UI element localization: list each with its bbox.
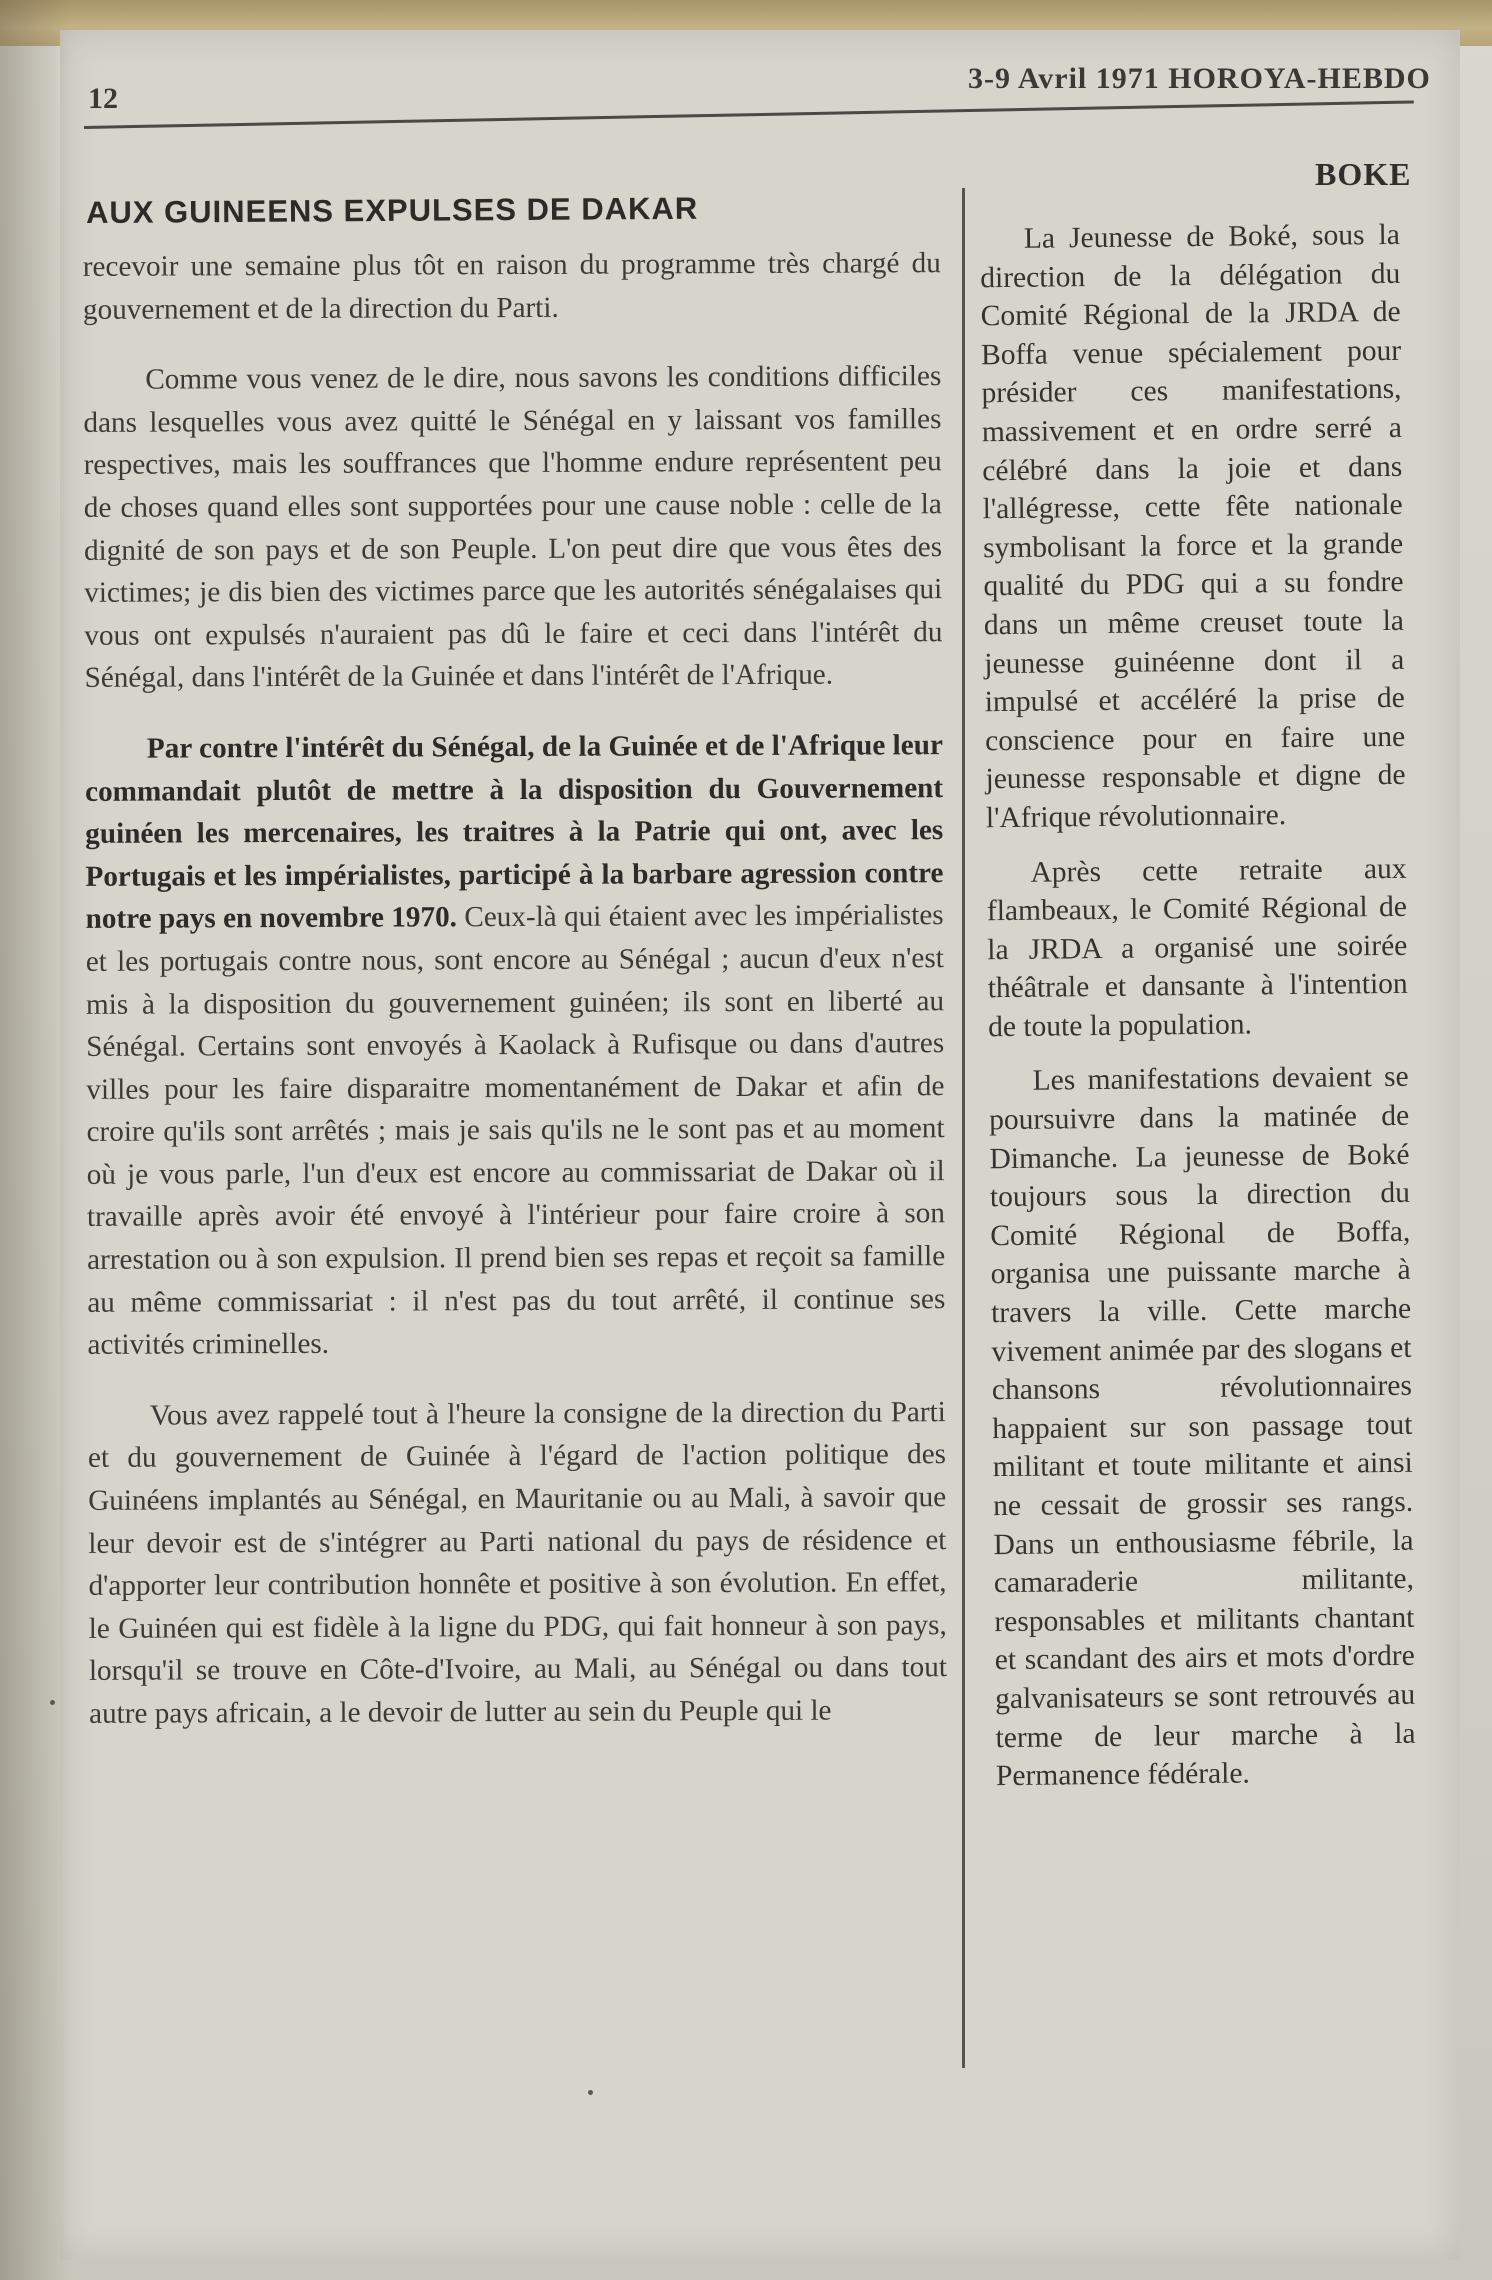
ink-speck [50, 1700, 55, 1705]
boke-paragraph: Les manifestations devaient se poursuivre dans la matinée de Dimanche. La jeunesse de Boké toujours sous la direction du Comité Régional de Boffa, organisa une puissante marche à travers la ville. Cette marche vivement animée par des slogans et chansons révolutionnaires happaient sur son passage tout militant et toute militante et ainsi ne cessait de grossir ses rangs. Dans un enthousiasme fébrile, la camaraderie militante, responsables et militants chantant et scandant des airs et mots d'ordre galvanisateurs se sont retrouvés au terme de leur marche à la Permanence fédérale. [988, 1061, 1416, 1793]
ink-speck [588, 2090, 593, 2095]
boke-paragraph: Après cette retraite aux flambeaux, le Comité Régional de la JRDA a organisé une soirée théâtrale et dansante à l'intention de toute la population. [986, 852, 1408, 1044]
column-divider [962, 188, 965, 2068]
article-paragraph-mixed [85, 724, 946, 1367]
page-number: 12 [88, 82, 118, 115]
article-headline: AUX GUINEENS EXPULSES DE DAKAR [85, 190, 699, 231]
article-passage: Ceux-là qui étaient avec les impérialistes et les portugais contre nous, sont encore au Sénégal ; aucun d'eux n'est mis à la disposition du gouvernement guinéen; ils sont en liberté au Sénégal. Certains sont envoyés à Kaolack à Rufisque ou dans d'autres villes pour les faire disparaitre momentanément de Dakar et afin de croire qu'ils sont arrêtés ; mais je sais qu'ils ne le sont pas et au moment où je vous parle, l'un d'eux est encore au commissariat de Dakar où il travaille après avoir été envoyé à l'intérieur pour faire croire à son arrestation ou à son expulsion. Il prend bien ses repas et reçoit sa famille au même commissariat : il n'est pas du tout arrêté, il continue ses activités criminelles. [85, 899, 946, 1362]
section-title-boke: BOKE [1315, 156, 1412, 192]
issue-header: 3-9 Avril 1971 HOROYA-HEBDO [968, 62, 1431, 95]
article-paragraph: Vous avez rappelé tout à l'heure la consigne de la direction du Parti et du gouvernement de Guinée à l'égard de l'action politique des Guinéens implantés au Sénégal, en Mauritanie ou au Mali, à savoir que leur devoir est de s'intégrer au Parti national du pays de résidence et d'apporter leur contribution honnête et positive à son évolution. En effet, le Guinéen qui est fidèle à la ligne du PDG, qui fait honneur à son pays, lorsqu'il se trouve en Côte-d'Ivoire, au Mali, au Sénégal ou dans tout autre pays africain, a le devoir de lutter au sein du Peuple qui le [87, 1395, 947, 1730]
article-paragraph: Comme vous venez de le dire, nous savons les conditions difficiles dans lesquelles vous avez quitté le Sénégal en y laissant vos familles respectives, mais les souffrances que l'homme endure représentent peu de choses quand elles sont supportées pour une cause noble : celle de la dignité de son pays et de son Peuple. L'on peut dire que vous êtes des victimes; je dis bien des victimes parce que les autorités sénégalaises qui vous ont expulsés n'auraient pas dû le faire et ceci dans l'intérêt du Sénégal, dans l'intérêt de la Guinée et dans l'intérêt de l'Afrique. [83, 360, 943, 695]
boke-paragraph: La Jeunesse de Boké, sous la direction de la délégation du Comité Régional de la JRDA de Boffa venue spécialement pour présider ces manifestations, massivement et en ordre serré a célébré dans la joie et dans l'allégresse, cette fête nationale symbolisant la force et la grande qualité du PDG qui a su fondre dans un même creuset toute la jeunesse guinéenne dont il a impulsé et accéléré la prise de conscience pour en faire une jeunesse responsable et digne de l'Afrique révolutionnaire. [980, 218, 1406, 835]
left-article-column [83, 242, 948, 1763]
boke-column [980, 216, 1417, 1812]
page-fold-shadow [0, 0, 70, 2280]
article-bold-passage: Par contre l'intérêt du Sénégal, de la Guinée et de l'Afrique leur commandait plutôt de mettre à la disposition du Gouvernement guinéen les mercenaires, les traitres à la Patrie qui ont, avec les Portugais et les impérialistes, participé à la barbare agression contre notre pays en novembre 1970. [85, 729, 944, 936]
article-paragraph: recevoir une semaine plus tôt en raison du programme très chargé du gouvernement et de la direction du Parti. [82, 247, 941, 326]
